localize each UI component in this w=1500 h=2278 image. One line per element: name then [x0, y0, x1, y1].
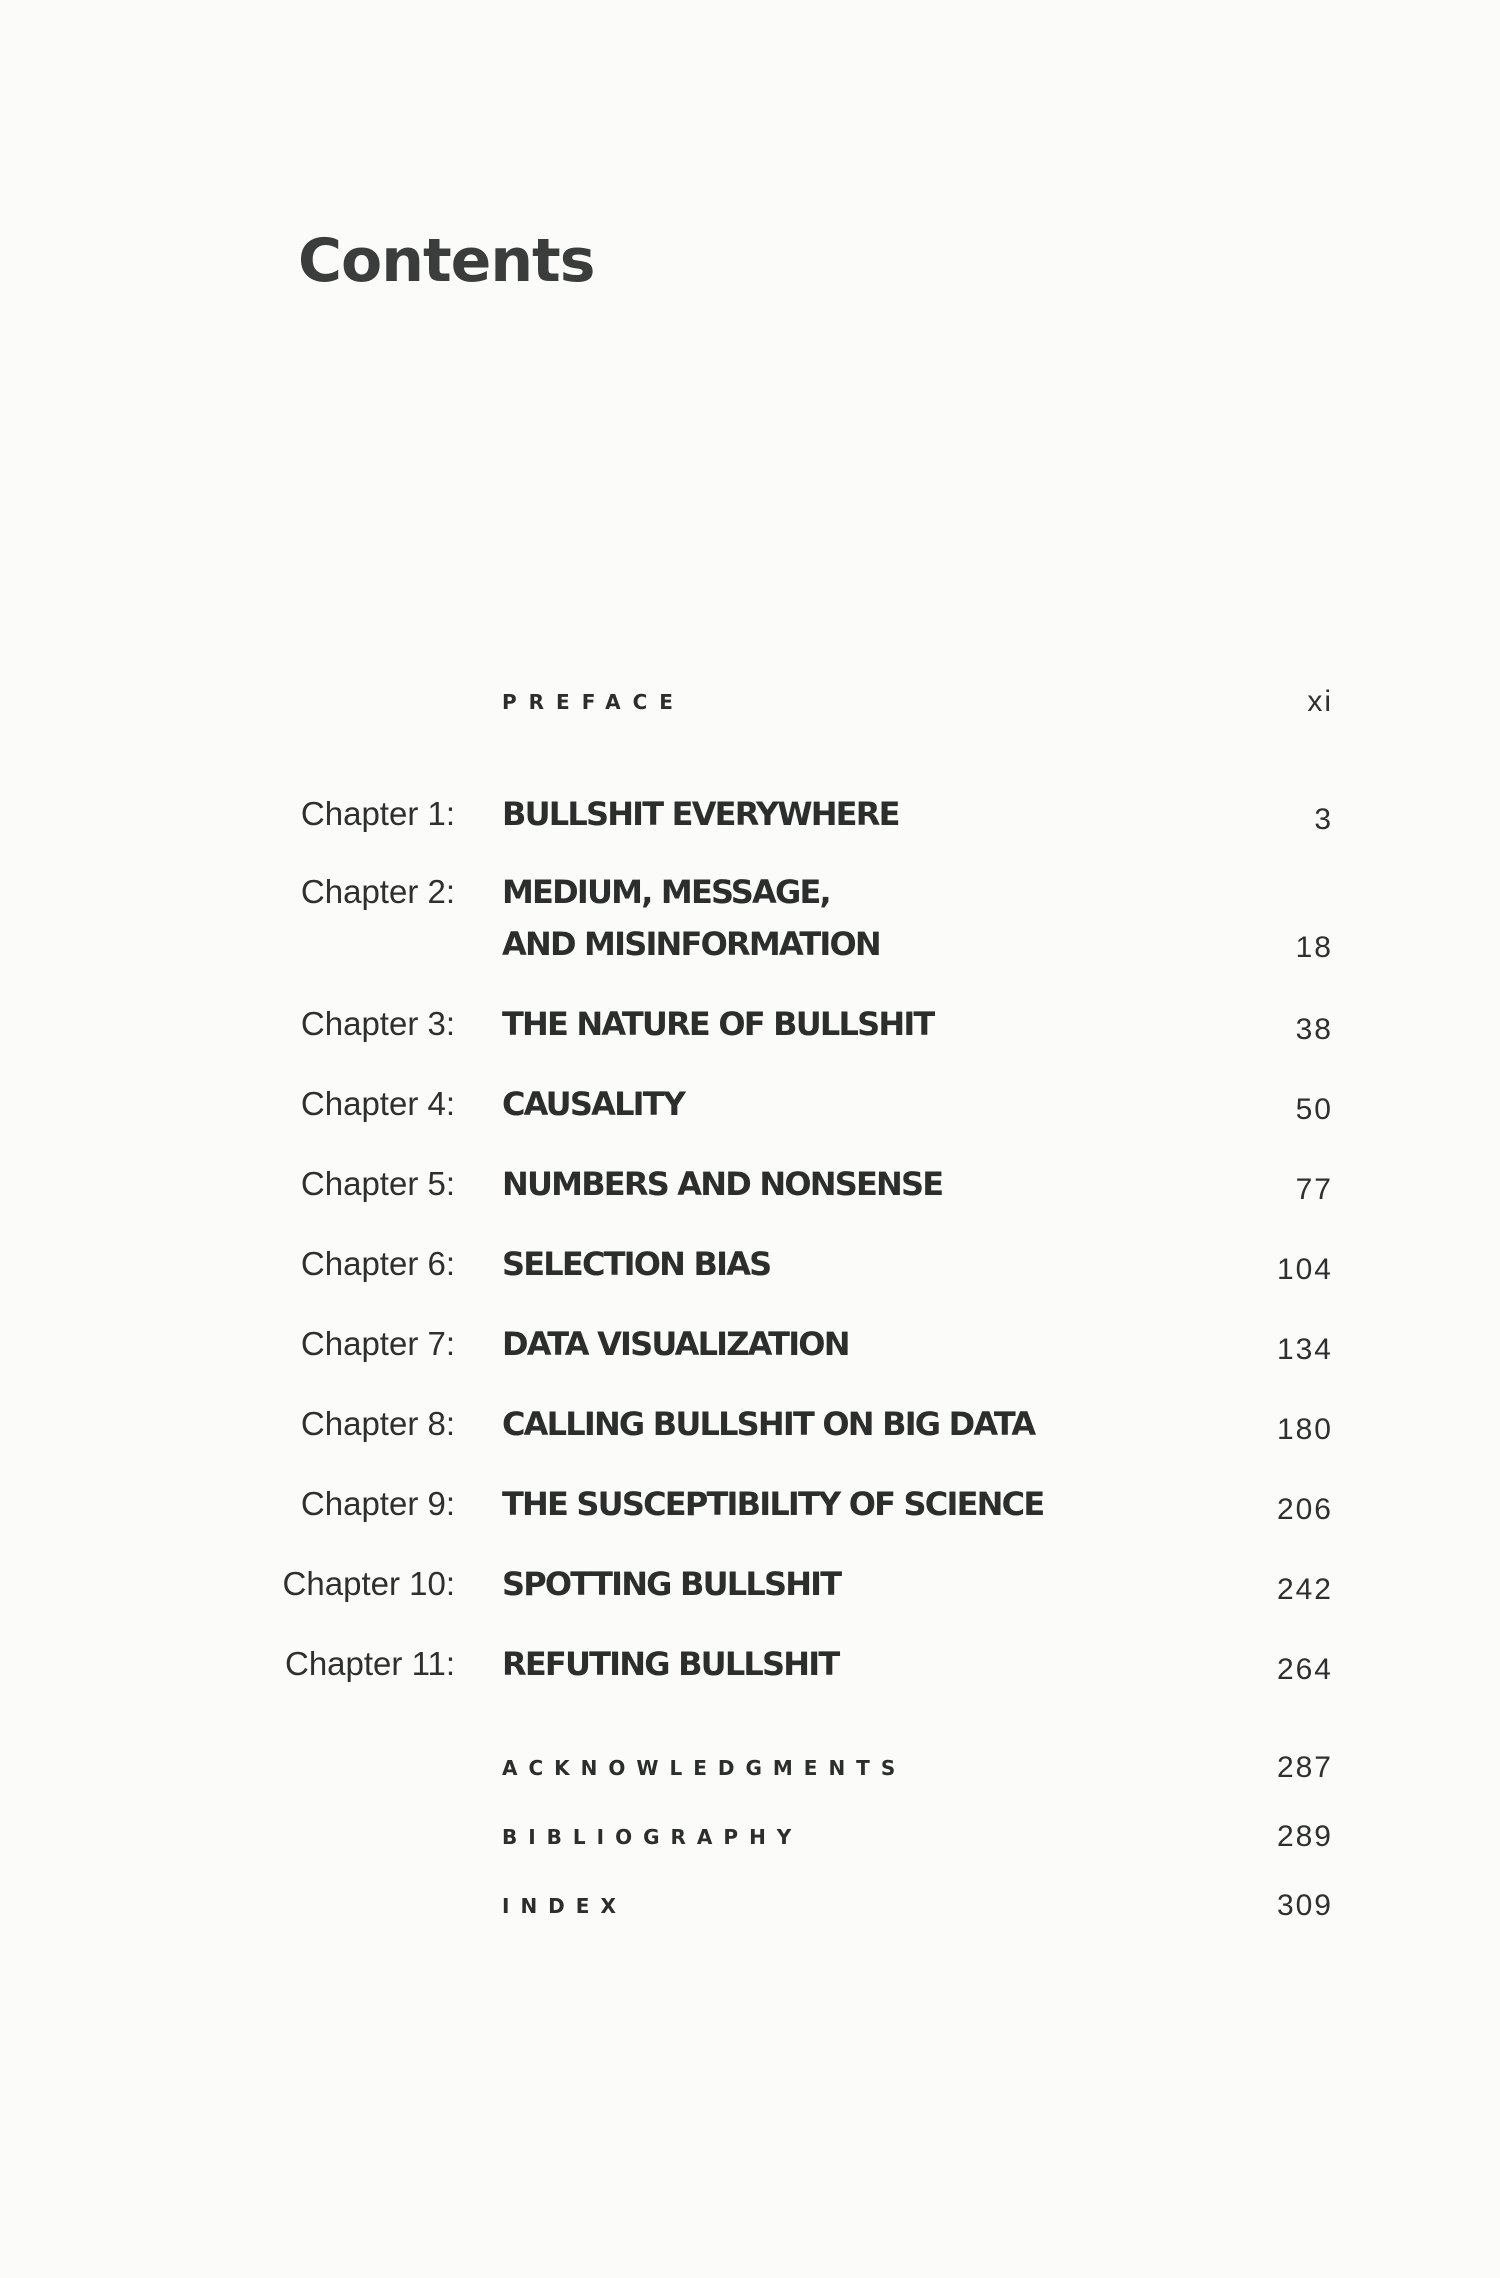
toc-entry-chapter-4[interactable] [0, 1082, 1500, 1126]
chapter-label: Chapter 7: [300, 1325, 455, 1362]
chapter-title-line-1: MEDIUM, MESSAGE, [502, 873, 830, 911]
chapter-page: 104 [1276, 1253, 1333, 1286]
index-title: INDEX [502, 1894, 627, 1918]
chapter-title: REFUTING BULLSHIT [502, 1645, 839, 1683]
toc-entry-chapter-3[interactable] [0, 1002, 1500, 1046]
chapter-label: Chapter 10: [282, 1565, 455, 1602]
chapter-page: 242 [1276, 1573, 1333, 1606]
bibliography-title: BIBLIOGRAPHY [502, 1825, 803, 1849]
toc-entry-preface[interactable] [0, 680, 1500, 724]
chapter-title: DATA VISUALIZATION [502, 1325, 849, 1363]
toc-entry-chapter-2[interactable] [0, 870, 1500, 970]
toc-entry-chapter-7[interactable] [0, 1322, 1500, 1366]
toc-entry-bibliography[interactable] [0, 1815, 1500, 1859]
chapter-page: 134 [1276, 1333, 1333, 1366]
page-title: Contents [298, 226, 595, 296]
chapter-title: THE SUSCEPTIBILITY OF SCIENCE [502, 1485, 1044, 1523]
chapter-title-line-2: AND MISINFORMATION [502, 925, 880, 963]
chapter-label: Chapter 11: [285, 1645, 455, 1682]
chapter-title: BULLSHIT EVERYWHERE [502, 795, 899, 833]
chapter-title: SPOTTING BULLSHIT [502, 1565, 841, 1603]
chapter-label: Chapter 2: [300, 873, 455, 910]
chapter-title: CALLING BULLSHIT ON BIG DATA [502, 1405, 1035, 1443]
chapter-title: NUMBERS AND NONSENSE [502, 1165, 943, 1203]
chapter-page: 264 [1276, 1653, 1333, 1686]
toc-entry-chapter-5[interactable] [0, 1162, 1500, 1206]
chapter-page: 77 [1295, 1173, 1333, 1206]
chapter-label: Chapter 6: [300, 1245, 455, 1282]
preface-page: xi [1307, 685, 1333, 718]
chapter-label: Chapter 1: [300, 795, 455, 832]
toc-entry-chapter-9[interactable] [0, 1482, 1500, 1526]
chapter-title: CAUSALITY [502, 1085, 685, 1123]
chapter-page: 50 [1295, 1093, 1333, 1126]
toc-entry-chapter-6[interactable] [0, 1242, 1500, 1286]
chapter-label: Chapter 3: [300, 1005, 455, 1042]
chapter-page: 206 [1276, 1493, 1333, 1526]
toc-entry-acknowledgments[interactable] [0, 1746, 1500, 1790]
chapter-label: Chapter 5: [300, 1165, 455, 1202]
acknowledgments-title: ACKNOWLEDGMENTS [502, 1756, 907, 1780]
toc-entry-chapter-1[interactable] [0, 792, 1500, 836]
toc-entry-chapter-8[interactable] [0, 1402, 1500, 1446]
preface-title: PREFACE [502, 690, 685, 714]
chapter-label: Chapter 4: [300, 1085, 455, 1122]
chapter-page: 3 [1314, 803, 1333, 836]
toc-entry-index[interactable] [0, 1884, 1500, 1928]
chapter-title: THE NATURE OF BULLSHIT [502, 1005, 934, 1043]
chapter-title: SELECTION BIAS [502, 1245, 771, 1283]
chapter-page: 18 [1295, 931, 1333, 964]
toc-entry-chapter-11[interactable] [0, 1642, 1500, 1686]
acknowledgments-page: 287 [1276, 1751, 1333, 1784]
bibliography-page: 289 [1276, 1820, 1333, 1853]
index-page: 309 [1276, 1889, 1333, 1922]
toc-entry-chapter-10[interactable] [0, 1562, 1500, 1606]
chapter-label: Chapter 9: [300, 1485, 455, 1522]
chapter-page: 180 [1276, 1413, 1333, 1446]
chapter-label: Chapter 8: [300, 1405, 455, 1442]
chapter-page: 38 [1295, 1013, 1333, 1046]
